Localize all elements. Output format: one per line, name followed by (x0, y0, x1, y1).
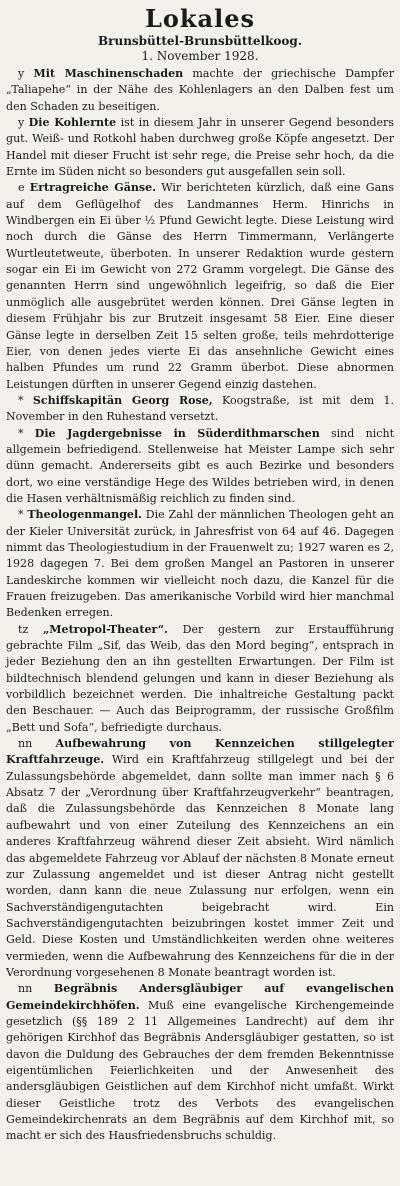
article-headline: Ertragreiche Gänse. (29, 181, 156, 195)
article-author-mark: e (18, 181, 25, 195)
article-text: Wir berichteten kürzlich, daß eine Gans auf dem Geflügelhof des Landmannes Herm. Hinrichs in Windbergen ein Ei über ½ Pfund Gewicht legte. Diese Leistung wird noch durch die Gänse des Herrn Timmermann, Verlängerte Wurtleutetweute, überboten. In unserer Redaktion wurde gestern sogar ein Ei im Gewicht von 272 Gramm vorgelegt. Die Gänse des genannten Herrn sind ungewöhnlich legeifrig, so daß die Eier unmöglich alle ausgebrütet werden können. Drei Gänse legten in diesem Frühjahr bis zur Brutzeit insgesamt 58 Eier. Eine dieser Gänse legte in derselben Zeit 15 selten große, teils mehrdotterige Eier, von denen jedes vierte Ei das ansehnliche Gewicht eines halben Pfundes um rund 22 Gramm überbot. Diese abnormen Leistungen dürften in unserer Gegend einzig dastehen. (6, 181, 394, 391)
locality-heading: Brunsbüttel-Brunsbüttelkoog. (98, 34, 302, 48)
article-gaense (6, 180, 394, 392)
article-text: Wird ein Kraftfahrzeug stillgelegt und bei der Zulassungsbehörde abgemeldet, dann sollte man immer nach § 6 Absatz 7 der „Verordnung über Kraftfahrzeugverkehr“ beantragen, daß die Zulassungsbehörde das Kennzeichen 8 Monate lang aufbewahrt und von einer Zuteilung des Kennzeichens an ein anderes Kraftfahrzeug während dieser Zeit absieht. Wird nämlich das abgemeldete Fahrzeug vor Ablauf der nächsten 8 Monate erneut zur Zulassung angemeldet und ist dieser Antrag nicht gestellt worden, dann kann die neue Zulassung nur erfolgen, wenn ein Sachverständigengutachten beigebracht wird. Ein Sachverständigengutachten beizubringen kostet immer Zeit und Geld. Diese Kosten und Umständlichkeiten werden ohne weiteres vermieden, wenn die Aufbewahrung des Kennzeichens für die in der Verordnung vorgesehenen 8 Monate beantragt worden ist. (6, 753, 394, 979)
article-headline: „Metropol-Theater“. (42, 622, 168, 636)
dateline: 1. November 1928. (141, 49, 259, 63)
article-headline: Schiffskapitän Georg Rose, (32, 393, 213, 407)
article-text: Die Zahl der männlichen Theologen geht an der Kieler Universität zurück, in Jahresfrist von 64 auf 46. Dagegen nimmt das Theologiestudium in der Frauenwelt zu; 1927 waren es 2, 1928 dagegen 7. Bei dem großen Mangel an Pastoren in unserer Landeskirche kommen wir vielleicht noch dazu, die Kanzel für die Frauen freizugeben. Das amerikanische Vorbild wird hier manchmal Bedenken erregen. (6, 508, 394, 620)
article-metropol-theater (6, 622, 394, 736)
article-jagdergebnisse (6, 426, 394, 508)
article-schiffskapitaen (6, 393, 394, 426)
article-headline: Mit Maschinenschaden (33, 67, 184, 80)
article-author-mark: y (18, 116, 25, 130)
article-author-mark: nn (18, 737, 33, 751)
article-author-mark: * (18, 426, 24, 440)
article-text: sind nicht allgemein befriedigend. Stellenweise hat Meister Lampe sich sehr dünn gemacht. Andererseits gibt es auch Bezirke und besonders dort, wo eine verständige Hege des Wildes betrieben wird, in denen die Hasen verhältnismäßig reichlich zu finden sind. (6, 426, 395, 505)
article-headline: Aufbewahrung von Kennzeichen stillgelegter Kraftfahrzeuge. (6, 737, 394, 767)
section-heading: Lokales (145, 4, 255, 33)
article-kohlernte (6, 115, 394, 180)
article-headline: Die Jagdergebnisse in Süderdithmarschen (34, 426, 320, 440)
article-headline: Theologenmangel. (27, 508, 142, 522)
article-text: Muß eine evangelische Kirchengemeinde gesetzlich (§§ 189 2 11 Allgemeines Landrecht) auf dem ihr gehörigen Kirchhof das Begräbnis Andersgläubiger gestatten, so ist davon die Duldung des Gebrauches der dem fremden Bekenntnisse eigentümlichen Feierlichkeiten und der Anwesenheit des andersgläubigen Geistlichen auf dem Kirchhof nicht umfaßt. Wirkt dieser Geistliche trotz des Verbots des evangelischen Gemeindekirchenrats an dem Begräbnis auf dem Kirchhof mit, so macht er sich des Hausfriedensbruchs schuldig. (6, 998, 394, 1143)
article-text: ist in diesem Jahr in unserer Gegend besonders gut. Weiß- und Rotkohl haben durchweg große Köpfe angesetzt. Der Handel mit dieser Frucht ist sehr rege, die Preise sehr hoch, da die Ernte im Süden nicht so besonders gut ausgefallen sein soll. (6, 116, 395, 179)
article-author-mark: * (18, 393, 24, 407)
article-kennzeichen (6, 736, 394, 981)
article-begraebnis (6, 981, 394, 1144)
article-author-mark: * (18, 508, 24, 522)
article-headline: Die Kohlernte (28, 116, 117, 130)
article-theologenmangel (6, 507, 394, 621)
article-text: Koogstraße, ist mit dem 1. November in den Ruhestand versetzt. (6, 393, 394, 424)
article-text: Der gestern zur Erstaufführung gebrachte Film „Sif, das Weib, das den Mord beging“, entsprach in jeder Beziehung den an ihn gestellten Erwartungen. Der Film ist bildtechnisch blendend gelungen und kann in dieser Beziehung als vorbildlich bezeichnet werden. Die inhaltreiche Gestaltung packt den Beschauer. — Auch das Beiprogramm, der russische Großfilm „Bett und Sofa“, befriedigte durchaus. (6, 622, 394, 734)
article-author-mark: nn (18, 982, 33, 996)
article-headline: Begräbnis Andersgläubiger auf evangelischen Gemeindekirchhöfen. (6, 982, 394, 1012)
article-maschinenschaden (6, 66, 394, 115)
article-author-mark: tz (18, 622, 29, 636)
article-author-mark: y (18, 67, 25, 80)
article-text: machte der griechische Dampfer „Taliapehe“ in der Nähe des Kohlenlagers an den Dalben fest um den Schaden zu beseitigen. (6, 67, 394, 113)
